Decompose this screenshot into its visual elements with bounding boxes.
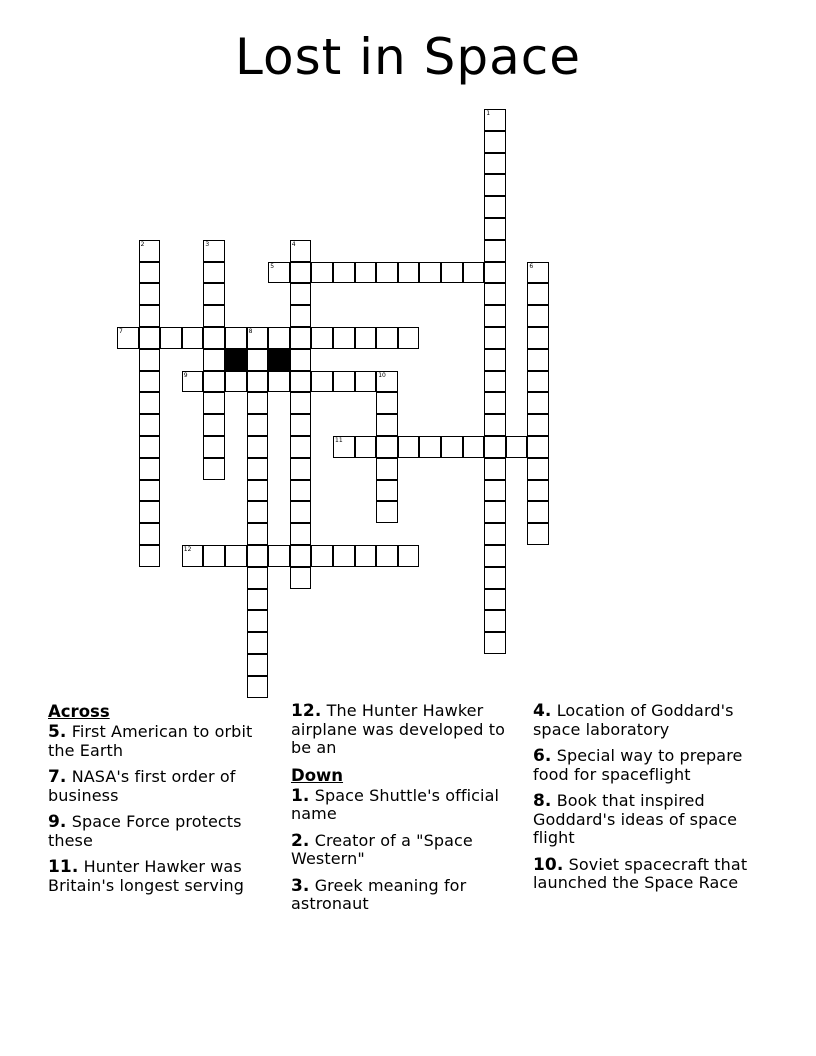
answer-cell[interactable] xyxy=(139,501,161,523)
answer-cell[interactable] xyxy=(376,262,398,284)
answer-cell[interactable] xyxy=(311,327,333,349)
answer-cell[interactable] xyxy=(139,283,161,305)
answer-cell[interactable] xyxy=(527,371,549,393)
answer-cell[interactable] xyxy=(333,436,355,458)
answer-cell[interactable] xyxy=(290,523,312,545)
answer-cell[interactable] xyxy=(527,480,549,502)
answer-cell[interactable] xyxy=(398,545,420,567)
answer-cell[interactable] xyxy=(247,589,269,611)
answer-cell[interactable] xyxy=(139,545,161,567)
clue-text: NASA's first order of business xyxy=(48,767,236,805)
answer-cell[interactable] xyxy=(139,523,161,545)
clue-down-8 xyxy=(533,792,773,848)
clue-number: 4. xyxy=(533,701,552,721)
answer-cell[interactable] xyxy=(247,436,269,458)
answer-cell[interactable] xyxy=(527,305,549,327)
answer-cell[interactable] xyxy=(484,131,506,153)
answer-cell[interactable] xyxy=(355,545,377,567)
answer-cell[interactable] xyxy=(290,392,312,414)
answer-cell[interactable] xyxy=(376,458,398,480)
answer-cell[interactable] xyxy=(139,262,161,284)
clue-across-7 xyxy=(48,768,278,805)
black-square xyxy=(225,349,247,371)
answer-cell[interactable] xyxy=(268,371,290,393)
answer-cell[interactable] xyxy=(139,305,161,327)
answer-cell[interactable] xyxy=(527,262,549,284)
answer-cell[interactable] xyxy=(139,327,161,349)
answer-cell[interactable] xyxy=(376,436,398,458)
answer-cell[interactable] xyxy=(376,545,398,567)
clue-text: Book that inspired Goddard's ideas of space flight xyxy=(533,791,738,847)
clue-text: Space Force protects these xyxy=(48,812,242,850)
answer-cell[interactable] xyxy=(247,676,269,698)
clue-number: 5. xyxy=(48,722,67,742)
answer-cell[interactable] xyxy=(484,392,506,414)
answer-cell[interactable] xyxy=(139,240,161,262)
answer-cell[interactable] xyxy=(506,436,528,458)
answer-cell[interactable] xyxy=(203,371,225,393)
answer-cell[interactable] xyxy=(203,283,225,305)
clue-across-11 xyxy=(48,858,278,895)
answer-cell[interactable] xyxy=(484,414,506,436)
clue-number: 12. xyxy=(291,701,322,721)
clue-down-3 xyxy=(291,877,523,914)
answer-cell[interactable] xyxy=(247,458,269,480)
answer-cell[interactable] xyxy=(139,480,161,502)
down-heading: Down xyxy=(291,765,344,785)
answer-cell[interactable] xyxy=(268,545,290,567)
answer-cell[interactable] xyxy=(139,371,161,393)
answer-cell[interactable] xyxy=(139,392,161,414)
clue-across-9 xyxy=(48,813,278,850)
answer-cell[interactable] xyxy=(290,371,312,393)
answer-cell[interactable] xyxy=(311,371,333,393)
answer-cell[interactable] xyxy=(268,327,290,349)
answer-cell[interactable] xyxy=(247,501,269,523)
cell-number: 10 xyxy=(378,371,386,379)
answer-cell[interactable] xyxy=(247,610,269,632)
answer-cell[interactable] xyxy=(203,327,225,349)
answer-cell[interactable] xyxy=(247,523,269,545)
answer-cell[interactable] xyxy=(268,262,290,284)
answer-cell[interactable] xyxy=(484,480,506,502)
answer-cell[interactable] xyxy=(527,392,549,414)
clue-number: 2. xyxy=(291,830,310,851)
answer-cell[interactable] xyxy=(139,458,161,480)
answer-cell[interactable] xyxy=(290,458,312,480)
cell-number: 9 xyxy=(183,371,188,379)
answer-cell[interactable] xyxy=(247,414,269,436)
answer-cell[interactable] xyxy=(117,327,139,349)
answer-cell[interactable] xyxy=(484,371,506,393)
clue-column-1 xyxy=(48,702,278,903)
answer-cell[interactable] xyxy=(247,567,269,589)
answer-cell[interactable] xyxy=(203,349,225,371)
answer-cell[interactable] xyxy=(484,589,506,611)
answer-cell[interactable] xyxy=(290,480,312,502)
answer-cell[interactable] xyxy=(419,436,441,458)
answer-cell[interactable] xyxy=(203,414,225,436)
answer-cell[interactable] xyxy=(484,632,506,654)
answer-cell[interactable] xyxy=(376,501,398,523)
answer-cell[interactable] xyxy=(311,262,333,284)
answer-cell[interactable] xyxy=(463,436,485,458)
answer-cell[interactable] xyxy=(398,436,420,458)
answer-cell[interactable] xyxy=(527,523,549,545)
answer-cell[interactable] xyxy=(398,262,420,284)
answer-cell[interactable] xyxy=(290,283,312,305)
cell-number: 1 xyxy=(486,110,491,117)
cell-number: 5 xyxy=(270,262,275,270)
black-square xyxy=(268,349,290,371)
answer-cell[interactable] xyxy=(355,371,377,393)
answer-cell[interactable] xyxy=(527,414,549,436)
clue-number: 10. xyxy=(533,854,564,875)
answer-cell[interactable] xyxy=(484,545,506,567)
clue-number: 11. xyxy=(48,857,79,877)
answer-cell[interactable] xyxy=(376,371,398,393)
puzzle-title: Lost in Space xyxy=(235,28,581,86)
cell-number: 7 xyxy=(119,328,123,335)
answer-cell[interactable] xyxy=(333,371,355,393)
answer-cell[interactable] xyxy=(484,196,506,218)
answer-cell[interactable] xyxy=(441,436,463,458)
answer-cell[interactable] xyxy=(484,174,506,196)
clue-number: 1. xyxy=(291,785,310,806)
clue-text: Space Shuttle's official name xyxy=(291,785,500,823)
answer-cell[interactable] xyxy=(290,305,312,327)
answer-cell[interactable] xyxy=(182,545,204,567)
answer-cell[interactable] xyxy=(225,327,247,349)
answer-cell[interactable] xyxy=(203,392,225,414)
answer-cell[interactable] xyxy=(139,349,161,371)
clue-down-6 xyxy=(533,747,773,784)
clue-text: Soviet spacecraft that launched the Space Race xyxy=(533,854,748,892)
answer-cell[interactable] xyxy=(290,414,312,436)
answer-cell[interactable] xyxy=(290,545,312,567)
answer-cell[interactable] xyxy=(203,458,225,480)
answer-cell[interactable] xyxy=(484,305,506,327)
answer-cell[interactable] xyxy=(527,501,549,523)
clue-number: 3. xyxy=(291,875,310,896)
answer-cell[interactable] xyxy=(203,545,225,567)
cell-number: 11 xyxy=(335,437,343,444)
answer-cell[interactable] xyxy=(311,545,333,567)
clue-text: Greek meaning for astronaut xyxy=(291,875,467,913)
answer-cell[interactable] xyxy=(484,327,506,349)
clue-number: 7. xyxy=(48,767,67,787)
clue-down-10 xyxy=(533,856,773,893)
answer-cell[interactable] xyxy=(139,414,161,436)
answer-cell[interactable] xyxy=(484,283,506,305)
answer-cell[interactable] xyxy=(290,436,312,458)
answer-cell[interactable] xyxy=(355,436,377,458)
answer-cell[interactable] xyxy=(203,240,225,262)
answer-cell[interactable] xyxy=(484,567,506,589)
clue-text: The Hunter Hawker airplane was developed to be an xyxy=(291,701,505,757)
answer-cell[interactable] xyxy=(441,262,463,284)
answer-cell[interactable] xyxy=(376,480,398,502)
answer-cell[interactable] xyxy=(333,545,355,567)
answer-cell[interactable] xyxy=(290,567,312,589)
clue-down-4 xyxy=(533,702,773,739)
answer-cell[interactable] xyxy=(333,327,355,349)
answer-cell[interactable] xyxy=(484,610,506,632)
answer-cell[interactable] xyxy=(247,349,269,371)
clue-text: Location of Goddard's space laboratory xyxy=(533,701,734,739)
answer-cell[interactable] xyxy=(484,153,506,175)
answer-cell[interactable] xyxy=(247,371,269,393)
answer-cell[interactable] xyxy=(247,327,269,349)
answer-cell[interactable] xyxy=(355,327,377,349)
answer-cell[interactable] xyxy=(355,262,377,284)
across-heading: Across xyxy=(48,702,110,721)
answer-cell[interactable] xyxy=(290,240,312,262)
answer-cell[interactable] xyxy=(419,262,441,284)
answer-cell[interactable] xyxy=(527,327,549,349)
answer-cell[interactable] xyxy=(527,283,549,305)
answer-cell[interactable] xyxy=(484,458,506,480)
answer-cell[interactable] xyxy=(376,327,398,349)
answer-cell[interactable] xyxy=(527,436,549,458)
answer-cell[interactable] xyxy=(463,262,485,284)
clue-text: Special way to prepare food for spaceflight xyxy=(533,746,743,784)
answer-cell[interactable] xyxy=(484,218,506,240)
answer-cell[interactable] xyxy=(290,501,312,523)
answer-cell[interactable] xyxy=(484,349,506,371)
answer-cell[interactable] xyxy=(290,327,312,349)
answer-cell[interactable] xyxy=(527,458,549,480)
clue-across-5 xyxy=(48,723,278,760)
answer-cell[interactable] xyxy=(182,371,204,393)
cell-number: 4 xyxy=(291,240,296,248)
answer-cell[interactable] xyxy=(398,327,420,349)
answer-cell[interactable] xyxy=(290,262,312,284)
answer-cell[interactable] xyxy=(225,545,247,567)
answer-cell[interactable] xyxy=(203,436,225,458)
clue-text: First American to orbit the Earth xyxy=(48,722,253,760)
clue-text: Hunter Hawker was Britain's longest serving xyxy=(48,857,245,895)
answer-cell[interactable] xyxy=(376,392,398,414)
clue-across-12 xyxy=(291,702,523,758)
answer-cell[interactable] xyxy=(484,109,506,131)
cell-number: 12 xyxy=(183,546,192,553)
clue-number: 6. xyxy=(533,746,552,766)
answer-cell[interactable] xyxy=(160,327,182,349)
cell-number: 8 xyxy=(248,328,253,335)
answer-cell[interactable] xyxy=(247,545,269,567)
answer-cell[interactable] xyxy=(203,262,225,284)
answer-cell[interactable] xyxy=(290,349,312,371)
answer-cell[interactable] xyxy=(247,480,269,502)
clue-number: 8. xyxy=(533,791,552,811)
clue-column-3 xyxy=(533,702,773,901)
answer-cell[interactable] xyxy=(484,436,506,458)
clue-column-2 xyxy=(291,702,523,922)
answer-cell[interactable] xyxy=(247,632,269,654)
clue-number: 9. xyxy=(48,812,67,832)
answer-cell[interactable] xyxy=(527,349,549,371)
cell-number: 6 xyxy=(529,262,534,270)
answer-cell[interactable] xyxy=(247,392,269,414)
clue-down-2 xyxy=(291,832,523,869)
cell-number: 2 xyxy=(140,240,145,248)
answer-cell[interactable] xyxy=(182,327,204,349)
answer-cell[interactable] xyxy=(484,523,506,545)
answer-cell[interactable] xyxy=(484,240,506,262)
answer-cell[interactable] xyxy=(484,501,506,523)
cell-number: 3 xyxy=(205,240,210,248)
answer-cell[interactable] xyxy=(139,436,161,458)
answer-cell[interactable] xyxy=(203,305,225,327)
clue-text: Creator of a "Space Western" xyxy=(291,830,473,868)
answer-cell[interactable] xyxy=(376,414,398,436)
answer-cell[interactable] xyxy=(484,262,506,284)
clue-down-1 xyxy=(291,787,523,824)
answer-cell[interactable] xyxy=(225,371,247,393)
answer-cell[interactable] xyxy=(247,654,269,676)
answer-cell[interactable] xyxy=(333,262,355,284)
